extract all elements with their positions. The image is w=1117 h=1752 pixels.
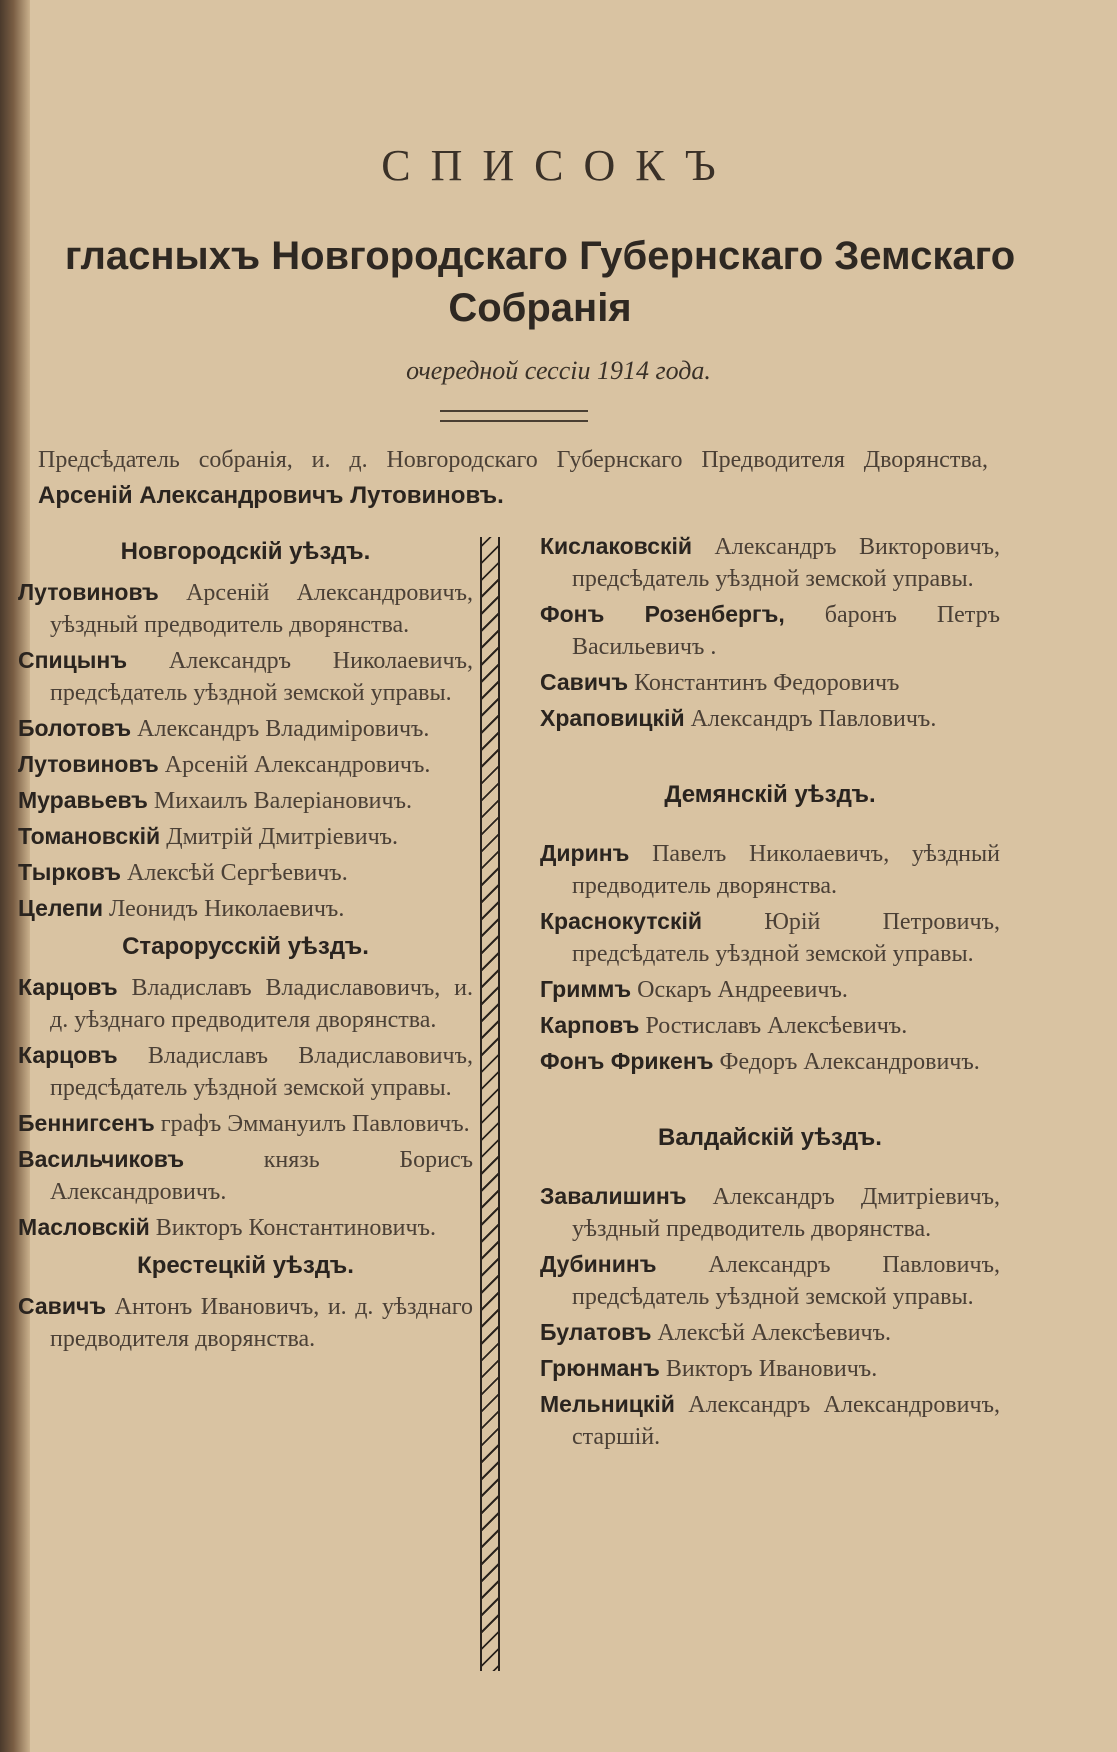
chairman-name: Арсеній Александровичъ Лутовиновъ. [38,482,504,509]
member-entry [18,892,473,925]
member-entry [18,856,473,889]
member-surname: Фонъ Фрикенъ [540,1048,714,1074]
member-surname: Кислаковскій [540,533,693,559]
member-surname: Целепи [18,895,104,921]
member-surname: Васильчиковъ [18,1146,185,1172]
member-entry [540,1009,1000,1042]
member-surname: Булатовъ [540,1319,652,1345]
member-surname: Болотовъ [18,715,132,741]
member-surname: Гриммъ [540,976,632,1002]
member-surname: Тырковъ [18,859,122,885]
member-entry [540,1352,1000,1385]
member-entry [540,1248,1000,1313]
member-details: Александръ Владиміровичъ. [137,716,430,742]
district-heading: Валдайскій уѣздъ. [658,1124,882,1151]
district-heading: Новгородскій уѣздъ. [120,538,371,565]
member-surname: Томановскій [18,823,161,849]
member-entry [18,1290,473,1355]
member-details: Александръ Викторовичъ, предсѣдатель уѣздной земской управы. [572,534,1001,592]
member-entry [540,1388,1000,1453]
member-entry [540,973,1000,1006]
member-entry [18,748,473,781]
member-surname: Карцовъ [18,1042,118,1068]
member-entry [540,530,1000,595]
member-entry [18,576,473,641]
member-surname: Савичъ [18,1293,107,1319]
member-surname: Лутовиновъ [18,579,159,605]
member-surname: Савичъ [540,669,629,695]
member-entry [540,702,1000,735]
district-heading: Крестецкій уѣздъ. [137,1252,354,1279]
member-surname: Спицынъ [18,647,128,673]
member-entry [540,1045,1000,1078]
member-entry [540,1180,1000,1245]
member-details: Михаилъ Валеріановичъ. [153,788,412,814]
column-divider-ornament [480,537,500,1671]
member-entry [540,905,1000,970]
member-surname: Краснокутскій [540,908,702,934]
member-entry [18,1143,473,1208]
left-column [18,530,473,1358]
member-entry [540,598,1000,663]
district-heading: Старорусскій уѣздъ. [122,933,369,960]
chairman-prefix: Предсѣдатель собранія, и. д. Новгородскаго Губернскаго Предводителя Дворянства, [38,447,988,473]
member-surname: Карповъ [540,1012,640,1038]
member-surname: Лутовиновъ [18,751,159,777]
member-details: баронъ Петръ Васильевичъ . [572,602,1000,660]
member-entry [540,837,1000,902]
member-surname: Муравьевъ [18,787,148,813]
member-surname: Храповицкій [540,705,685,731]
member-details: Александръ Александровичъ, старшій. [572,1392,1000,1450]
member-details: Викторъ Константиновичъ. [155,1215,436,1241]
member-entry [18,712,473,745]
right-column [540,530,1000,1456]
chairman-paragraph [38,442,988,514]
member-surname: Диринъ [540,840,630,866]
member-entry [18,820,473,853]
member-details: Юрій Петровичъ, предсѣдатель уѣздной земской управы. [572,909,1000,967]
member-surname: Масловскій [18,1214,150,1240]
member-details: Александръ Павловичъ. [690,706,937,732]
member-details: графъ Эммануилъ Павловичъ. [160,1111,470,1137]
member-surname: Грюнманъ [540,1355,660,1381]
member-details: Оскаръ Андреевичъ. [637,977,848,1003]
member-details: Арсеній Александровичъ. [164,752,431,778]
member-details: Антонъ Ивановичъ, и. д. уѣзднаго предводителя дворянства. [50,1294,474,1352]
page-title: СПИСОКЪ [381,141,736,190]
member-details: Константинъ Федоровичъ [634,670,900,696]
member-entry [18,784,473,817]
member-details: Александръ Николаевичъ, предсѣдатель уѣздной земской управы. [50,648,474,706]
member-details: Федоръ Александровичъ. [719,1049,980,1075]
member-entry [540,666,1000,699]
member-details: Владиславъ Владиславовичъ, и. д. уѣзднаго предводителя дворянства. [50,975,474,1033]
member-details: князь Борисъ Александровичъ. [50,1147,473,1205]
member-details: Алексѣй Алексѣевичъ. [657,1320,892,1346]
member-surname: Завалишинъ [540,1183,687,1209]
member-surname: Карцовъ [18,974,118,1000]
double-rule-divider [440,410,588,422]
member-details: Викторъ Ивановичъ. [665,1356,878,1382]
member-entry [18,1107,473,1140]
member-entry [18,644,473,709]
member-details: Арсеній Александровичъ, уѣздный предводитель дворянства. [50,580,473,638]
member-details: Александръ Павловичъ, предсѣдатель уѣздной земской управы. [572,1252,1000,1310]
session-line: очередной сессіи 1914 года. [406,356,711,385]
member-entry [18,1039,473,1104]
member-details: Ростиславъ Алексѣевичъ. [645,1013,908,1039]
member-details: Павелъ Николаевичъ, уѣздный предводитель дворянства. [572,841,1000,899]
member-entry [18,1211,473,1244]
member-surname: Беннигсенъ [18,1110,155,1136]
member-surname: Фонъ Розенбергъ, [540,601,785,627]
member-details: Дмитрій Дмитріевичъ. [166,824,399,850]
district-heading: Демянскій уѣздъ. [664,781,876,808]
member-surname: Дубининъ [540,1251,657,1277]
member-details: Леонидъ Николаевичъ. [109,896,345,922]
member-details: Алексѣй Сергѣевичъ. [127,860,348,886]
page-subtitle: гласныхъ Новгородскаго Губернскаго Земскаго Собранія [64,234,1016,330]
member-entry [18,971,473,1036]
member-surname: Мельницкій [540,1391,675,1417]
member-details: Владиславъ Владиславовичъ, предсѣдатель уѣздной земской управы. [50,1043,473,1101]
member-entry [540,1316,1000,1349]
member-details: Александръ Дмитріевичъ, уѣздный предводитель дворянства. [572,1184,1001,1242]
